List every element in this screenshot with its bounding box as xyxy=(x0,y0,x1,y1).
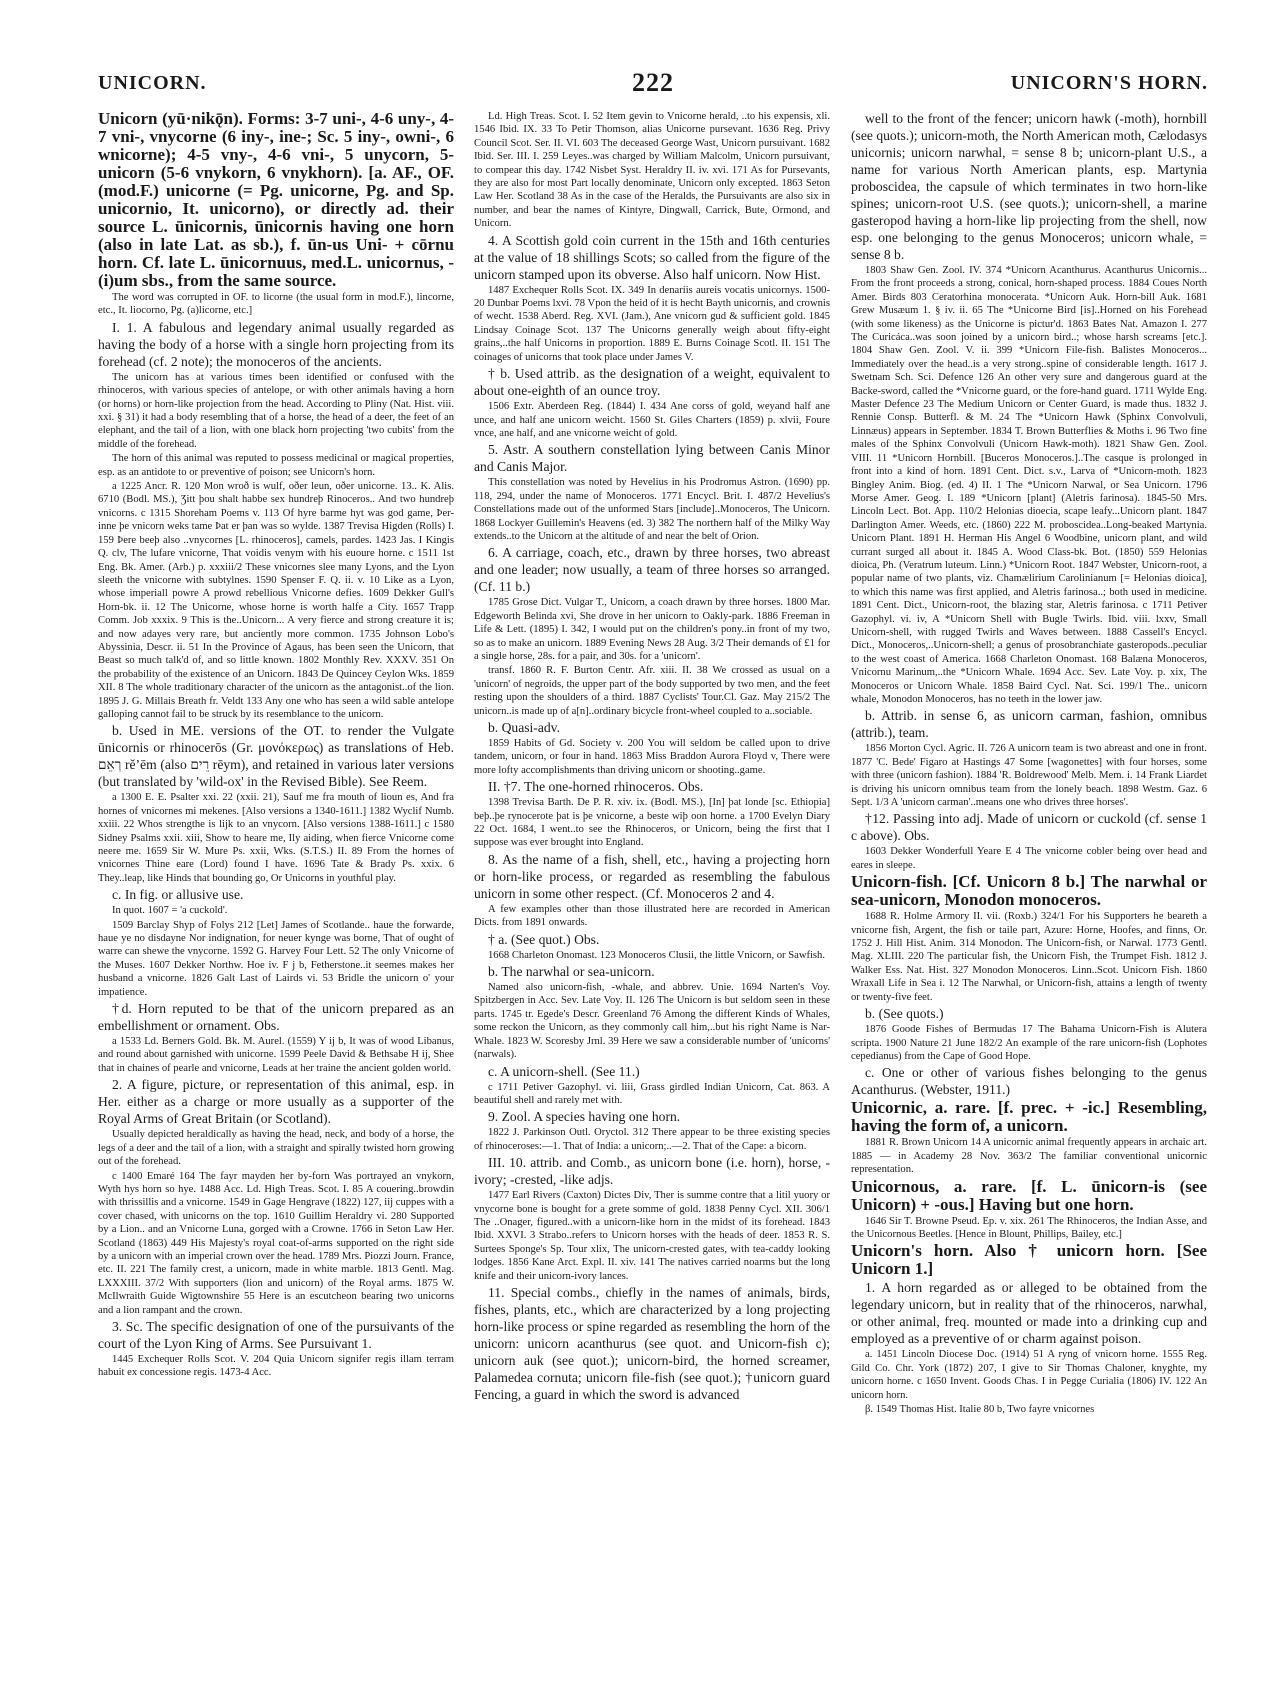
sense-paragraph: 1. A horn regarded as or alleged to be obtained from the legendary unicorn, but in reality that of the rhinoceros, narwhal, or other animal, freq. mounted or made into a drinking cup and employed as a preventive of or charm against poison. xyxy=(851,1280,1207,1347)
headword: Unicornic, a. rare. [f. prec. + -ic.] Resembling, having the form of, a unicorn. xyxy=(851,1098,1207,1136)
sense-paragraph: III. 10. attrib. and Comb., as unicorn bone (i.e. horn), horse, -ivory; -crested, -like adjs. xyxy=(474,1155,830,1188)
quotation-paragraph: 1477 Earl Rivers (Caxton) Dictes Div, Ther is summe contre that a litil yuory or vnycorne bone is bought for a grete somme of gold. 1838 Penny Cycl. XII. 306/1 The ..Onager, figured..with a unicorn-like horn in the midst of its forehead. 1843 Ibid. XXVI. 3 Strabo..refers to Unicorn horses with the heads of deer. 1853 R. S. Surtees Sponge's Sp. Tour xlix, The unicorn-crested gates, with tea-caddy looking lodges. 1856 Kane Arct. Expl. II. xiv. 141 The natives carried noarms but the long knife and their unicorn-ivory lances. xyxy=(474,1190,830,1282)
quotation-paragraph: 1859 Habits of Gd. Society v. 200 You will seldom be called upon to drive tandem, unicorn, or four in hand. 1863 Miss Braddon Aurora Floyd v, There were more lofty accomplishments than driving unicorn or shooting..game. xyxy=(474,738,830,776)
headword: Unicorn-fish. [Cf. Unicorn 8 b.] The narwhal or sea-unicorn, Monodon monoceros. xyxy=(851,872,1207,910)
quotation-paragraph: 1487 Exchequer Rolls Scot. IX. 349 In denariis aureis vocatis unicornys. 1500-20 Dunbar Poems lxvi. 78 Vpon the heid of it is hecht Bayth unicornis, and crownis of wecht. 1538 Aberd. Reg. XVI. (Jam.), Ane vnicorn gud & sufficient gold. 1845 Lindsay Coinage Scot. 137 The Unicorns generally weigh about fifty-eight grains,..the half Unicorns in proportion. 1889 E. Burns Coinage Scotl. II. 151 The coinages of unicorns that took place under James V. xyxy=(474,284,830,363)
column-right xyxy=(851,110,1207,1670)
quotation-paragraph: a. 1451 Lincoln Diocese Doc. (1914) 51 A ryng of vnicorn horne. 1555 Reg. Gild Co. Chr. York (1872) 207, I give to Sir Thomas Chaloner, knyghte, my unicorn horne. c 1650 Invent. Goods Chas. I in Pegge Curialia (1806) IV. 122 An unicorn horn. xyxy=(851,1349,1207,1401)
quotation-paragraph: A few examples other than those illustrated here are recorded in American Dicts. from 1891 onwards. xyxy=(474,903,830,929)
sense-paragraph: b. (See quots.) xyxy=(865,1006,944,1022)
entry-headword xyxy=(851,1242,1207,1278)
quotation-paragraph: This constellation was noted by Hevelius in his Prodromus Astron. (1690) pp. 118, 294, under the name of Monoceros. 1771 Encycl. Brit. I. 487/2 Hevelius's Constellations made out of the unformed Stars [include]..Monoceros, The Unicorn. 1868 Lockyer Guillemin's Heavens (ed. 3) 382 The northern half of the Milky Way extends..to the Unicorn at the altitude of and near the belt of Orion. xyxy=(474,477,830,542)
sense-paragraph: 4. A Scottish gold coin current in the 15th and 16th centuries at the value of 18 shillings Scots; so called from the figure of the unicorn stamped upon its obverse. Also half unicorn. Now Hist. xyxy=(474,232,830,282)
quotation-paragraph: 1785 Grose Dict. Vulgar T., Unicorn, a coach drawn by three horses. 1800 Mar. Edgeworth Belinda xvi, She drove in her unicorn to Oakly-park. 1886 Freeman in Life & Lett. (1895) I. 342, I would put on the children's pony..in front of my two, so as to make an unicorn. 1889 Evening News 28 Aug. 3/2 Their demands of £1 for a single horse, 28s. for a pair, and 30s. for a 'unicorn'. xyxy=(474,597,830,662)
sense-paragraph: 3. Sc. The specific designation of one of the pursuivants of the court of the Lyon King of Arms. See Pursuivant 1. xyxy=(98,1318,454,1351)
page-header xyxy=(98,68,1208,106)
quotation-paragraph: Named also unicorn-fish, -whale, and abbrev. Unie. 1694 Narten's Voy. Spitzbergen in Acc. Sev. Late Voy. II. 126 The Unicorn is but seldom seen in these parts. 1745 tr. Egede's Descr. Greenland 76 Among the different Kinds of Whales, some reckon the Unicorn, as they commonly call him,..but his right Name is Nar-Whale. 1823 W. Scoresby Jrnl. 39 Here we saw a considerable number of 'unicorns' (narwals). xyxy=(474,982,830,1061)
entry-headword xyxy=(851,873,1207,909)
quotation-paragraph: The horn of this animal was reputed to possess medicinal or magical properties, esp. as an antidote to or preventive of poison; see Unicorn's horn. xyxy=(98,453,454,478)
sense-paragraph: 5. Astr. A southern constellation lying between Canis Minor and Canis Major. xyxy=(474,442,830,475)
sense-paragraph: b. Quasi-adv. xyxy=(488,720,560,735)
quotation-paragraph: c 1711 Petiver Gazophyl. vi. liii, Grass girdled Indian Unicorn, Cat. 863. A beautiful shell and rarely met with. xyxy=(474,1081,830,1106)
quotation-paragraph: 1688 R. Holme Armory II. vii. (Roxb.) 324/1 For his Supporters he beareth a vnicorne fish, Argent, the fish or taile part, Azure: Horne, Hoofes, and finns, Or. 1752 J. Hill Hist. Anim. 314 Monodon. The Unicorn-fish, or Narwal. 1773 Gentl. Mag. XLIII. 220 The particular fish, the Unicorn Fish, the Trumpet Fish. 1812 J. Walker Ess. Nat. Hist. 327 Monodon Monoceros. Linn..Scot. Unicorn Fish. 1860 Wraxall Life in Sea i. 12 The Narwhal, or Unicorn-fish, attains a length of twenty or twenty-five feet. xyxy=(851,911,1207,1003)
sense-paragraph: 8. As the name of a fish, shell, etc., having a projecting horn or horn-like process, or regarded as resembling the fabulous unicorn in some other respect. (Cf. Monoceros 2 and 4. xyxy=(474,851,830,901)
entry-headword xyxy=(851,1099,1207,1135)
quotation-paragraph: 1506 Extr. Aberdeen Reg. (1844) I. 434 Ane corss of gold, weyand half ane unce, and half ane unicorn weicht. 1560 St. Giles Charters (1859) p. xlvii, Foure vnce, ane half, and ane vnicorne weicht of gold. xyxy=(474,401,830,439)
sense-paragraph: †12. Passing into adj. Made of unicorn or cuckold (cf. sense 1 c above). Obs. xyxy=(851,811,1207,844)
quotation-paragraph: 1398 Trevisa Barth. De P. R. xiv. ix. (Bodl. MS.), [In] þat londe [sc. Ethiopia] beþ..þe rynocerote þat is þe vnicorne, a beste wiþ oon horne. a 1700 Evelyn Diary 22 Oct. 1684, I went..to see the Rhinoceros, or Unicorn, being the first that I suppose was ever brought into England. xyxy=(474,797,830,849)
sense-paragraph: c. A unicorn-shell. (See 11.) xyxy=(488,1063,640,1079)
quotation-paragraph: The word was corrupted in OF. to licorne (the usual form in mod.F.), lincorne, etc., It. liocorno, Pg. (a)licorne, etc.] xyxy=(98,292,454,317)
sense-paragraph: 9. Zool. A species having one horn. xyxy=(488,1109,681,1125)
entry-headword xyxy=(98,110,454,290)
column-left xyxy=(98,110,454,1670)
quotation-paragraph: In quot. 1607 = 'a cuckold'. xyxy=(112,905,228,917)
sense-paragraph: 11. Special combs., chiefly in the names of animals, birds, fishes, plants, etc., which are characterized by a long projecting horn-like process or spine regarded as resembling the horn of the unicorn: unicorn acanthurus (see quot. and Unicorn-fish c); unicorn auk (see quot.); unicorn-bird, the horned screamer, Palamedea cornuta; unicorn file-fish (see quot.); †unicorn guard Fencing, a guard in which the sword is advanced xyxy=(474,1284,830,1402)
headword: Unicornous, a. rare. [f. L. ūnicorn-is (see Unicorn) + -ous.] Having but one horn. xyxy=(851,1176,1207,1214)
quotation-paragraph: c 1400 Emaré 164 The fayr mayden her by-forn Was portrayed an vnykorn, Wyth hys horn so hye. 1488 Acc. Ld. High Treas. Scot. I. 85 A couering..browdin with thrissillis and a vnicorne. 1549 in Gage Hengrave (1822) 127, iij cuppes with a cover chased, with unicorns on the top. 1610 Guillim Heraldry vi. 280 Supported by a Lion.. and an Vnicorne Luna, gorged with a Crowne. 1766 in Seton Law Her. Scotland (1863) 449 His Majesty's royal coat-of-arms supported on the right side by a unicorn with an imperial crown over the head. 1789 Mrs. Piozzi Journ. France, etc. II. 221 The family crest, a unicorn, made in white marble. 1813 Gentl. Mag. LXXXIII. 37/2 With supporters (lion and unicorn) of the Royal arms. 1875 W. McIlwraith Guide Wigtownshire 55 Here is an escutcheon bearing two unicorns and a lion rampant and the crown. xyxy=(98,1170,454,1316)
quotation-paragraph: 1668 Charleton Onomast. 123 Monoceros Clusii, the little Vnicorn, or Sawfish. xyxy=(488,949,826,961)
column-middle xyxy=(474,110,830,1670)
sense-paragraph: b. Attrib. in sense 6, as unicorn carman, fashion, omnibus (attrib.), team. xyxy=(851,708,1207,741)
sense-paragraph: c. One or other of various fishes belonging to the genus Acanthurus. (Webster, 1911.) xyxy=(851,1065,1207,1098)
quotation-paragraph: 1856 Morton Cycl. Agric. II. 726 A unicorn team is two abreast and one in front. 1877 'C. Bede' Figaro at Hastings 47 Some [wagonettes] with four horses, some with three (unicorn fashion). 1884 'R. Boldrewood' Melb. Mem. i. 14 Frank Liardet is driving his unicorn omnibus team from the lonely beach. 1898 Westm. Gaz. 6 Sept. 1/3 A 'unicorn carman'..means one who drives three horses'. xyxy=(851,743,1207,809)
quotation-paragraph: a 1225 Ancr. R. 120 Mon wroð is wulf, oðer leun, oðer unicorne. 13.. K. Alis. 6710 (Bodl. MS.), Ʒitt þou shalt habbe sex hundreþ Rinoceros.. And two hundreþ vnicorns. c 1315 Shoreham Poems v. 113 Of hyre barme hyt was god game, Þer-inne þe vnicorn weks tame Þat er þan was so wylde. 1387 Trevisa Higden (Rolls) I. 159 Þere beeþ also ..vnycornes [L. rhinoceros], camels, pardes. 1423 Jas. I Kingis Q. clv, The lufare vnicorne, That voidis venym with his euoure horne. c 1511 1st Eng. Bk. Amer. (Arb.) p. xxxiii/2 These vnicornes slee many Lyons, and the Lyon sleeth the vnicorne with subtylnes. 1590 Spenser F. Q. ii. v. 10 Like as a Lyon, whose imperiall powre A prowd rebellious Vnicorne defies. 1609 Dekker Gull's Horn-bk. ii. 12 The Unicorne, whose horne is worth halfe a City. 1657 Trapp Comm. Job xxxix. 9 This is the..Unicorn... A very fierce and strong creature it is; and now adayes very rare, but anciently more common. 1735 Johnson Lobo's Abyssinia, Descr. ii. 51 In the Province of Agaus, has been seen the Unicorn, that Beast so much talk'd of, and so little known. 1802 Monthly Rev. XXXV. 351 On the probability of the existence of an Unicorn. 1843 De Quincey Ceylon Wks. 1859 XII. 8 The whole traditionary character of the unicorn as the antagonist..of the lion. 1895 J. G. Millais Breath fr. Veldt 133 Any one who has seen a wild sable antelope galloping cannot fail to be struck by its resemblance to the unicorn. xyxy=(98,481,454,720)
running-head-right: UNICORN'S HORN. xyxy=(1010,72,1208,94)
quotation-paragraph: Ld. High Treas. Scot. I. 52 Item gevin to Vnicorne herald, ..to his expensis, xli. 1546 Ibid. IX. 33 To Petir Thomson, alias Unicorne pursevant. 1636 Reg. Privy Council Scot. Ser. II. VI. 603 The deceased George Wast, Unicorn pursuivant. 1682 Ibid. Ser. III. I. 259 Leyes..was charged by William Malcolm, Unicorn pursuivant, to compear this day. 1742 Nisbet Syst. Heraldry II. iv. xvi. 171 As for Pursevants, they are also for most Part locally denominate, Unicorn only excepted. 1863 Seton Law Her. Scotland 38 As in the case of the Heralds, the Pursuivants are also six in number, and bear the names of Kintyre, Dingwall, Carrick, Bute, Ormond, and Unicorn. xyxy=(474,111,830,230)
sense-paragraph: c. In fig. or allusive use. xyxy=(112,887,244,903)
entry-headword xyxy=(851,1178,1207,1214)
quotation-paragraph: 1603 Dekker Wonderfull Yeare E 4 The vnicorne cobler being over head and eares in sleepe. xyxy=(851,846,1207,871)
sense-paragraph: I. 1. A fabulous and legendary animal usually regarded as having the body of a horse with a single horn projecting from its forehead (cf. 2 note); the monoceros of the ancients. xyxy=(98,319,454,369)
sense-paragraph: 6. A carriage, coach, etc., drawn by three horses, two abreast and one leader; now usually, a team of three horses so arranged. (Cf. 11 b.) xyxy=(474,545,830,595)
sense-paragraph: II. †7. The one-horned rhinoceros. Obs. xyxy=(488,779,704,795)
quotation-paragraph: 1881 R. Brown Unicorn 14 A unicornic animal frequently appears in archaic art. 1885 — in Academy 28 Nov. 363/2 The familiar conventional unicornic representation. xyxy=(851,1137,1207,1176)
page-number: 222 xyxy=(632,68,674,97)
quotation-paragraph: 1445 Exchequer Rolls Scot. V. 204 Quia Unicorn signifer regis illam terram habuit ex concessione regis. 1473-4 Acc. xyxy=(98,1353,454,1379)
quotation-paragraph: 1876 Goode Fishes of Bermudas 17 The Bahama Unicorn-Fish is Alutera scripta. 1900 Nature 21 June 182/2 An example of the rare unicorn-fish (Lophotes cepedianus) from the Cape of Good Hope. xyxy=(851,1024,1207,1062)
sense-paragraph: b. Used in ME. versions of the OT. to render the Vulgate ūnicornis or rhinocerōs (Gr. μονόκερως) as translations of Heb. רְאֵם rěʼēm (also רֵים rēym), and retained in various later versions (but translated by 'wild-ox' in the Revised Bible). See Reem. xyxy=(98,723,454,790)
running-head-left: UNICORN. xyxy=(98,72,207,94)
quotation-paragraph: transf. 1860 R. F. Burton Centr. Afr. xiii. II. 38 We crossed as usual on a 'unicorn' of negroids, the upper part of the body supported by two men, and the feet resting upon the shoulders of a third. 1887 Cyclists' Tour.Cl. Gaz. May 215/2 The unicorn..is made up of a[n]..ordinary bicycle front-wheel coupled to a..sociable. xyxy=(474,665,830,717)
sense-paragraph: well to the front of the fencer; unicorn hawk (-moth), hornbill (see quots.); unicorn-moth, the North American moth, Cælodasys unicornis; unicorn narwhal, = sense 8 b; unicorn-plant U.S., a name for various North American plants, esp. Martynia proboscidea, the capsule of which terminates in two horn-like spines; unicorn-root U.S. (see quots.); unicorn-shell, a marine gasteropod having a horn-like lip projecting from the shell, now esp. one belonging to the genus Monoceros; unicorn whale, = sense 8 b. xyxy=(851,111,1207,262)
sense-paragraph: 2. A figure, picture, or representation of this animal, esp. in Her. either as a charge or more usually as a supporter of the Royal Arms of Great Britain (or Scotland). xyxy=(98,1077,454,1127)
quotation-paragraph: The unicorn has at various times been identified or confused with the rhinoceros, with various species of antelope, or with other animals having a horn (or horns) or horn-like projection from the head. According to Pliny (Nat. Hist. viii. xxi. § 31) it had a body resembling that of a horse, the head of a deer, the feet of an elephant, and the tail of a lion, with one black horn projecting 'two cubits' from the middle of the forehead. xyxy=(98,371,454,450)
sense-paragraph: †d. Horn reputed to be that of the unicorn prepared as an embellishment or ornament. Obs. xyxy=(98,1001,454,1034)
sense-paragraph: † a. (See quot.) Obs. xyxy=(488,931,600,947)
quotation-paragraph: 1822 J. Parkinson Outl. Oryctol. 312 There appear to be three existing species of rhinoceroses:—1. That of India: a unicorn;..—2. That of the Cape: a bicorn. xyxy=(474,1127,830,1152)
quotation-paragraph: 1803 Shaw Gen. Zool. IV. 374 *Unicorn Acanthurus. Acanthurus Unicornis... From the front proceeds a strong, conical, horn-shaped process. 1884 Coues North Amer. Birds 803 Ceratorhina monocerata. *Unicorn Auk. Horn-bill Auk. 1681 Grew Musæum 1. § iv. ii. 65 The *Unicorne Bird [is]..Horned on his Forehead (with some likeness) as the Unicorne is pictur'd. 1863 Bates Nat. Amazon I. 277 The Curicáca..was soon joined by a unicorn bird..; whose harsh screams [etc.]. 1804 Shaw Gen. Zool. V. ii. 399 *Unicorn File-fish. Balistes Monoceros... Immediately over the head..is a very strong..spine of considerable length. 1617 J. Swetnam Sch. Sci. Defence 126 An other very sure and dangerous guard at the Backe-sword, called the *Vnicorne guard, or the fore-hand guard. 1711 Wylde Eng. Master Defence 23 The Medium Unicorn or Center Guard, is made thus. 1832 J. Rennie Consp. Butterfl. & M. 24 The *Unicorn Hawk (Sphinx Convolvuli, Linnæus) appears in September. 1834 T. Brown Butterflies & Moths i. 96 Two fine males of the Sphinx Convolvuli (Unicorn Hawk-moth). 1821 Shaw Gen. Zool. VIII. 11 *Unicorn Hornbill. [Buceros Monoceros.]..The casque is prolonged in front into a kind of horn. 1891 Cent. Dict. s.v., Larva of *Unicorn-moth. 1823 Bingley Anim. Biog. (ed. 4) II. 1 The *Unicorn Narwal, or Sea Unicorn. 1796 Morse Amer. Geog. I. 189 *Unicorn [plant] (Aletris farinosa). 1845-50 Mrs. Lincoln Lect. Bot. App. 110/2 Helonias dioecia, scape leafy...Unicorn plant. 1847 Darlington Amer. Weeds, etc. (1860) 222 M. proboscidea..Long-beaked Martynia. Unicorn Plant. 1891 H. Herman His Angel 6 Woodbine, unicorn plant, and wild currant surged all about it. 1845 A. Wood Class-bk. Bot. (1850) 559 Helonias dioica, Ph. (Veratrum luteum. Linn.) *Unicorn Root. 1847 Webster, Unicorn-root, a popular name of two plants, viz. Chamælirium Carolinianum [= Helonias dioica], to which this name was first applied, and Aletris farinosa..; both used in medicine. 1891 Cent. Dict., Unicorn-root, the blazing star, Aletris farinosa. c 1711 Petiver Gazophyl. vi. iv, A *Unicorn Shell with Bugle Twirls. Ibid. viii. lxxv, Small Unicorn-shell, with rugged Twirls and Waves between. 1888 Cassell's Encycl. Dict., Monoceros,..Unicorn-shell; a genus of prosobranchiate gasteropods..peculiar to the west coast of America. 1668 Charleton Onomast. 168 Balæna Monoceros, Vnicornu Marinum,..the *Unicorn Whale. 1694 Acc. Sev. Late Voy. p. xix, The Monoceros or Unicorn Whale. 1858 Baird Cycl. Nat. Sci. 199/1 The.. unicorn whale, Monodon Monoceros, has no teeth in the lower jaw. xyxy=(851,265,1207,705)
quotation-paragraph: 1509 Barclay Shyp of Folys 212 [Let] James of Scotlande.. haue the forwarde, haue ye no disdayne Nor indignation, for neuer kynge was borne, That of ought of warre can shewe the vnycorne. 1592 G. Harvey Four Lett. 52 The only Vnicorne of the Muses. 1607 Dekker Northw. Hoe iv. F j b, Fetherstone..it seemes makes her husband a vnicorne. 1826 Galt Last of Lairds vi. 53 Bridle the unicorn o' your impatience. xyxy=(98,919,454,998)
headword: Unicorn's horn. Also † unicorn horn. [See Unicorn 1.] xyxy=(851,1241,1207,1279)
quotation-paragraph: β. 1549 Thomas Hist. Italie 80 b, Two fayre vnicornes xyxy=(865,1403,1095,1415)
quotation-paragraph: 1646 Sir T. Browne Pseud. Ep. v. xix. 261 The Rhinoceros, the Indian Asse, and the Unicornous Beetles. [Hence in Blount, Phillips, Bailey, etc.] xyxy=(851,1215,1207,1240)
quotation-paragraph: a 1533 Ld. Berners Gold. Bk. M. Aurel. (1559) Y ij b, It was of wood Libanus, and round about garnished with unicorne. 1599 Peele David & Bethsabe H ij, Shee that in chaines of pearle and vnicorne, Leads at her traine the ancient golden world. xyxy=(98,1036,454,1074)
sense-paragraph: b. The narwhal or sea-unicorn. xyxy=(488,964,655,980)
quotation-paragraph: a 1300 E. E. Psalter xxi. 22 (xxii. 21), Sauf me fra mouth of lioun es, And fra hornes of vnicornes mi mekenes. [Also versions a 1340-1611.] 1382 Wyclif Numb. xxiii. 22 Whos strengthe is lijk to an vnycorn. [Also versions 1388-1611.] c 1580 Sidney Psalms xxii. xiii, Show to heare me, Ily aiding, when fierce Vnicorne come neere me. 1659 Sir W. Mure Ps. xxii, Wks. (S.T.S.) II. 89 From the hornes of vnicornes Thine eare (Lord) found I have. 1696 Tate & Brady Ps. xxix. 6 They..leap, like Hinds that bounding go, Or Unicorns in youthful play. xyxy=(98,792,454,884)
headword: Unicorn (yū·nikǭn). Forms: 3-7 uni-, 4-6 uny-, 4-7 vni-, vnycorne (6 iny-, ine-; Sc. 5 iny-, owni-, 6 wnicorne); 4-5 vny-, 4-6 vni-, 5 unycorn, 5- unicorn (5-6 vnykorn, 6 vnykhorn). [a. AF., OF. (mod.F.) unicorne (= Pg. unicorne, Pg. and Sp. unicornio, It. unicorno), or directly ad. their source L. ūnicornis, ūnicornis having one horn (also in late Lat. as sb.), f. ūn-us Uni- + cōrnu horn. Cf. late L. ūnicornuus, med.L. unicornus, -(i)um sbs., from the same source. xyxy=(98,110,454,290)
quotation-paragraph: Usually depicted heraldically as having the head, neck, and body of a horse, the legs of a deer and the tail of a lion, with a straight and spirally twisted horn growing out of the forehead. xyxy=(98,1129,454,1168)
sense-paragraph: † b. Used attrib. as the designation of a weight, equivalent to about one-eighth of an ounce troy. xyxy=(474,366,830,399)
